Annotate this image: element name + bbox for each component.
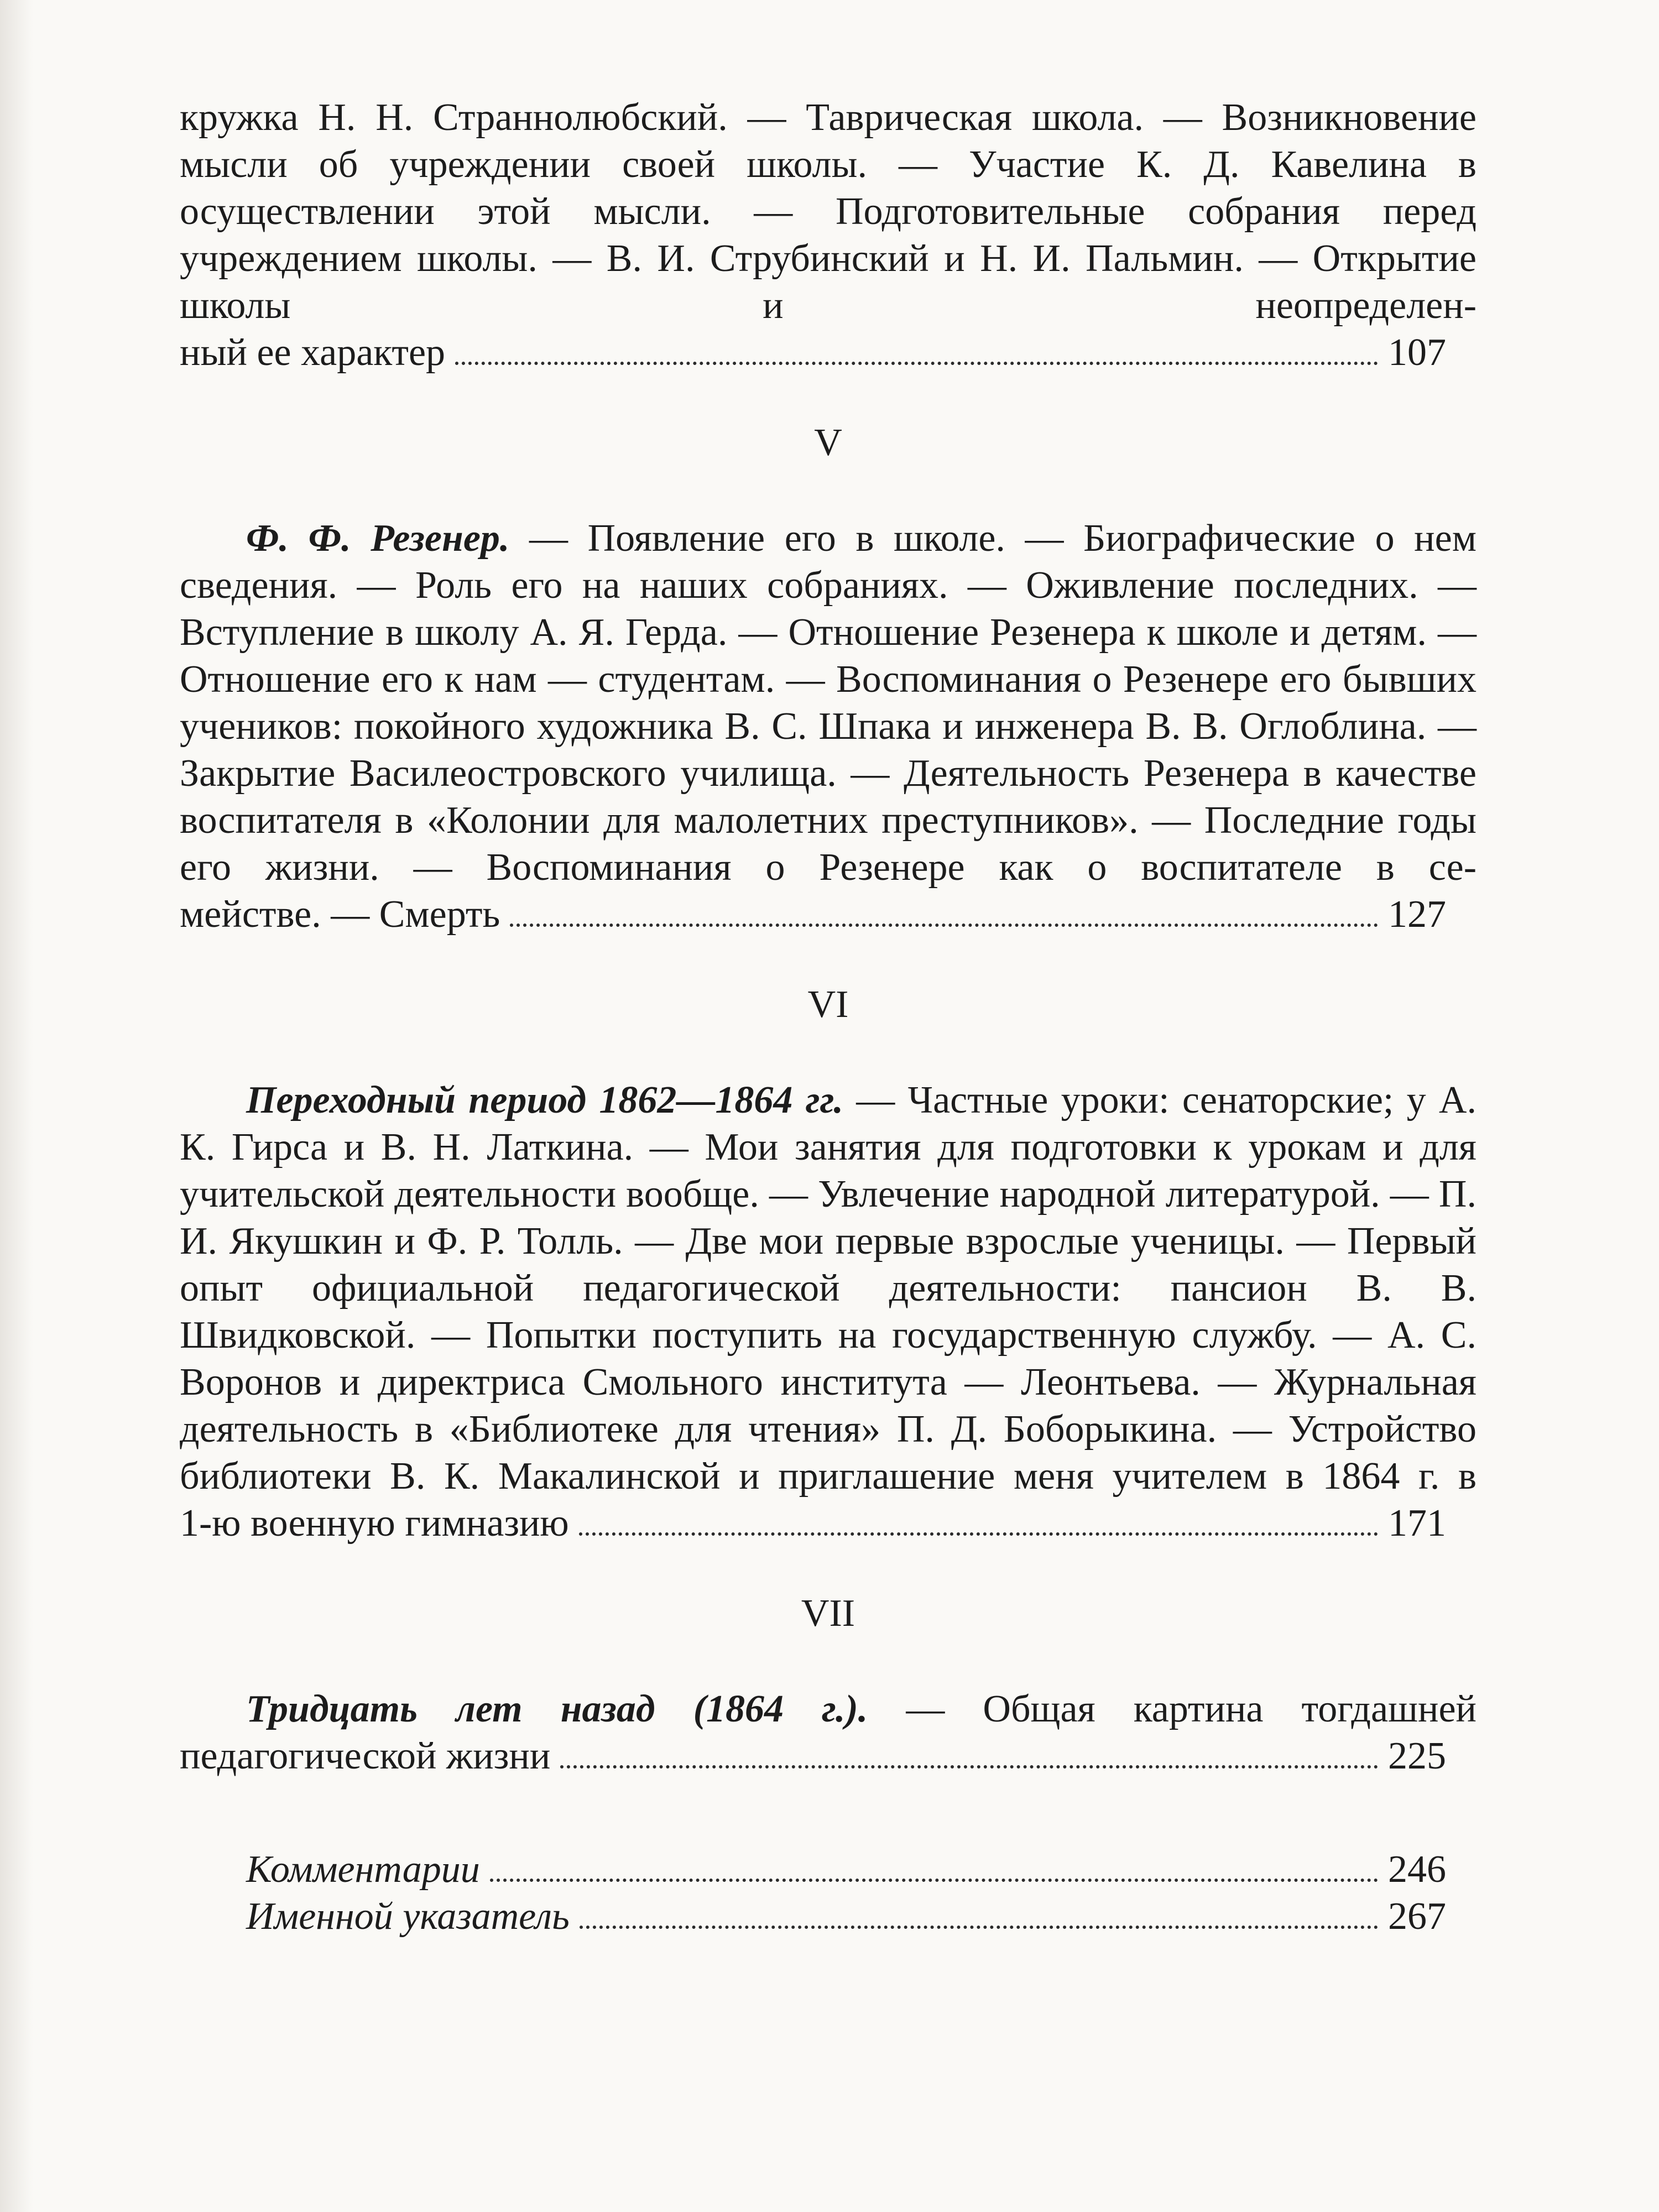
- toc-entry-4-lastline: [180, 329, 1477, 376]
- toc-extra-label: Комментарии: [246, 1848, 480, 1891]
- toc-extra-name-index: [180, 1893, 1477, 1940]
- toc-extra-label: Именной указатель: [246, 1895, 570, 1938]
- section-numeral-6: VI: [807, 983, 849, 1026]
- leader-dots: [560, 1765, 1378, 1768]
- toc-entry-6-page: 171: [1388, 1502, 1446, 1545]
- toc-entry-5-title: Ф. Ф. Резенер.: [246, 517, 510, 560]
- toc-extra-page: 246: [1388, 1848, 1446, 1891]
- section-numeral-7: VII: [801, 1592, 855, 1635]
- toc-entry-4-page: 107: [1388, 331, 1446, 374]
- toc-entry-7-lastline: [180, 1733, 1477, 1780]
- toc-entry-7-body: Тридцать лет назад (1864 г.). — Общая картина тогдашней: [246, 1688, 1477, 1730]
- toc-entry-6-body: Переходный период 1862—1864 гг. — Частные уроки: сенаторские; у А. К. Гирса и В. Н. Латкина. — Мои занятия для подготовки к урокам и для учительской деятельности вообще. — Увлечение народной литературой. — П. И. Якушкин и Ф. Р. Толль. — Две мои первые взрослые ученицы. — Первый опыт официальной педагогической деятельности: пансион В. В. Швидковской. — Попытки поступить на государственную службу. — А. С. Воронов и директриса Смольного института — Леонтьева. — Журнальная деятельность в «Библиотеке для чтения» П. Д. Боборыкина. — Устройство библиотеки В. К. Макалинской и приглашение меня учителем в 1864 г. в: [180, 1079, 1477, 1498]
- toc-entry-6-tail: 1-ю военную гимназию: [180, 1502, 569, 1545]
- toc-entry-7-tail: педагогической жизни: [180, 1735, 551, 1777]
- toc-entry-4-body: кружка Н. Н. Страннолюбский. — Таврическая школа. — Возникновение мысли об учреждении своей школы. — Участие К. Д. Кавелина в осуществлении этой мысли. — Подготовительные собрания перед учреждением школы. — В. И. Струбинский и Н. И. Пальмин. — Открытие школы и неопределен-: [180, 96, 1477, 327]
- toc-entry-5-tail: мействе. — Смерть: [180, 893, 500, 936]
- toc-entry-5-lastline: [180, 891, 1477, 938]
- leader-dots: [580, 1926, 1378, 1929]
- section-numeral-5: V: [814, 421, 842, 464]
- leader-dots: [510, 924, 1378, 927]
- toc-entry-5-body: Ф. Ф. Резенер. — Появление его в школе. — Биографические о нем сведения. — Роль его на наших собраниях. — Оживление последних. — Вступление в школу А. Я. Герда. — Отношение Резенера к школе и детям. — Отношение его к нам — студентам. — Воспоминания о Резенере его бывших учеников: покойного художника В. С. Шпака и инженера В. В. Оглоблина. — Закрытие Василеостровского училища. — Деятельность Резенера в качестве воспитателя в «Колонии для малолетних преступников». — Последние годы его жизни. — Воспоминания о Резенере как о воспитателе в се-: [180, 517, 1477, 889]
- toc-extra-page: 267: [1388, 1895, 1446, 1938]
- page-gutter-shadow: [0, 0, 33, 2212]
- toc-entry-5-page: 127: [1388, 893, 1446, 936]
- toc-entry-7-title: Тридцать лет назад (1864 г.).: [246, 1688, 868, 1730]
- table-of-contents: [180, 94, 1477, 1940]
- toc-entry-6-title: Переходный период 1862—1864 гг.: [246, 1079, 843, 1121]
- toc-entry-7-page: 225: [1388, 1735, 1446, 1777]
- toc-entry-4-tail: ный ее характер: [180, 331, 446, 374]
- toc-extra-comments: [180, 1846, 1477, 1893]
- toc-entry-6-lastline: [180, 1500, 1477, 1547]
- leader-dots: [455, 362, 1378, 365]
- leader-dots: [579, 1532, 1378, 1536]
- leader-dots: [490, 1879, 1378, 1882]
